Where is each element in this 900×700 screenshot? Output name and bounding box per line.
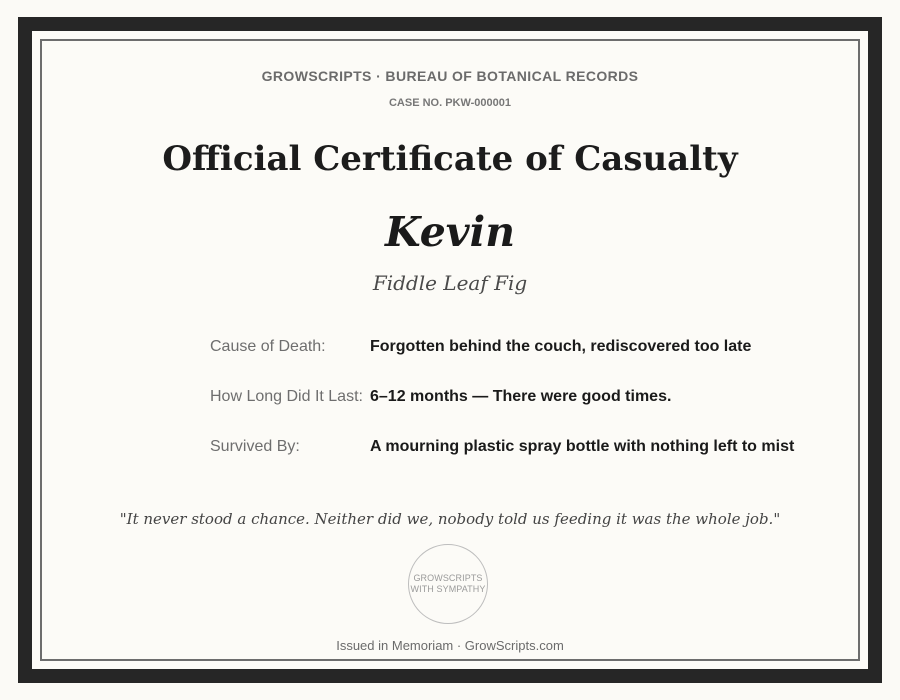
detail-value: 6–12 months — There were good times. bbox=[370, 388, 672, 405]
detail-value: Forgotten behind the couch, rediscovered too late bbox=[370, 338, 752, 355]
seal-line-2: WITH SYMPATHY bbox=[410, 584, 486, 594]
sympathy-seal bbox=[408, 544, 488, 624]
detail-value: A mourning plastic spray bottle with nothing left to mist bbox=[370, 438, 795, 455]
detail-label: How Long Did It Last: bbox=[210, 388, 363, 405]
certificate-content bbox=[32, 32, 868, 670]
detail-row-survived-by bbox=[210, 438, 830, 488]
detail-label: Survived By: bbox=[210, 438, 300, 455]
footer-text: Issued in Memoriam · GrowScripts.com bbox=[336, 638, 564, 653]
memorial-quote: "It never stood a chance. Neither did we, nobody told us feeding it was the whole job." bbox=[119, 510, 781, 528]
detail-row-cause bbox=[210, 338, 830, 388]
details-list bbox=[210, 338, 830, 488]
seal-line-1: GROWSCRIPTS bbox=[413, 573, 483, 583]
detail-label: Cause of Death: bbox=[210, 338, 326, 355]
issuer-heading: GROWSCRIPTS · BUREAU OF BOTANICAL RECORDS bbox=[261, 68, 639, 84]
detail-row-duration bbox=[210, 388, 830, 438]
case-number: CASE NO. PKW-000001 bbox=[388, 97, 512, 109]
plant-name: Kevin bbox=[384, 208, 516, 256]
certificate-title: Official Certificate of Casualty bbox=[162, 139, 738, 179]
plant-species: Fiddle Leaf Fig bbox=[372, 271, 528, 295]
